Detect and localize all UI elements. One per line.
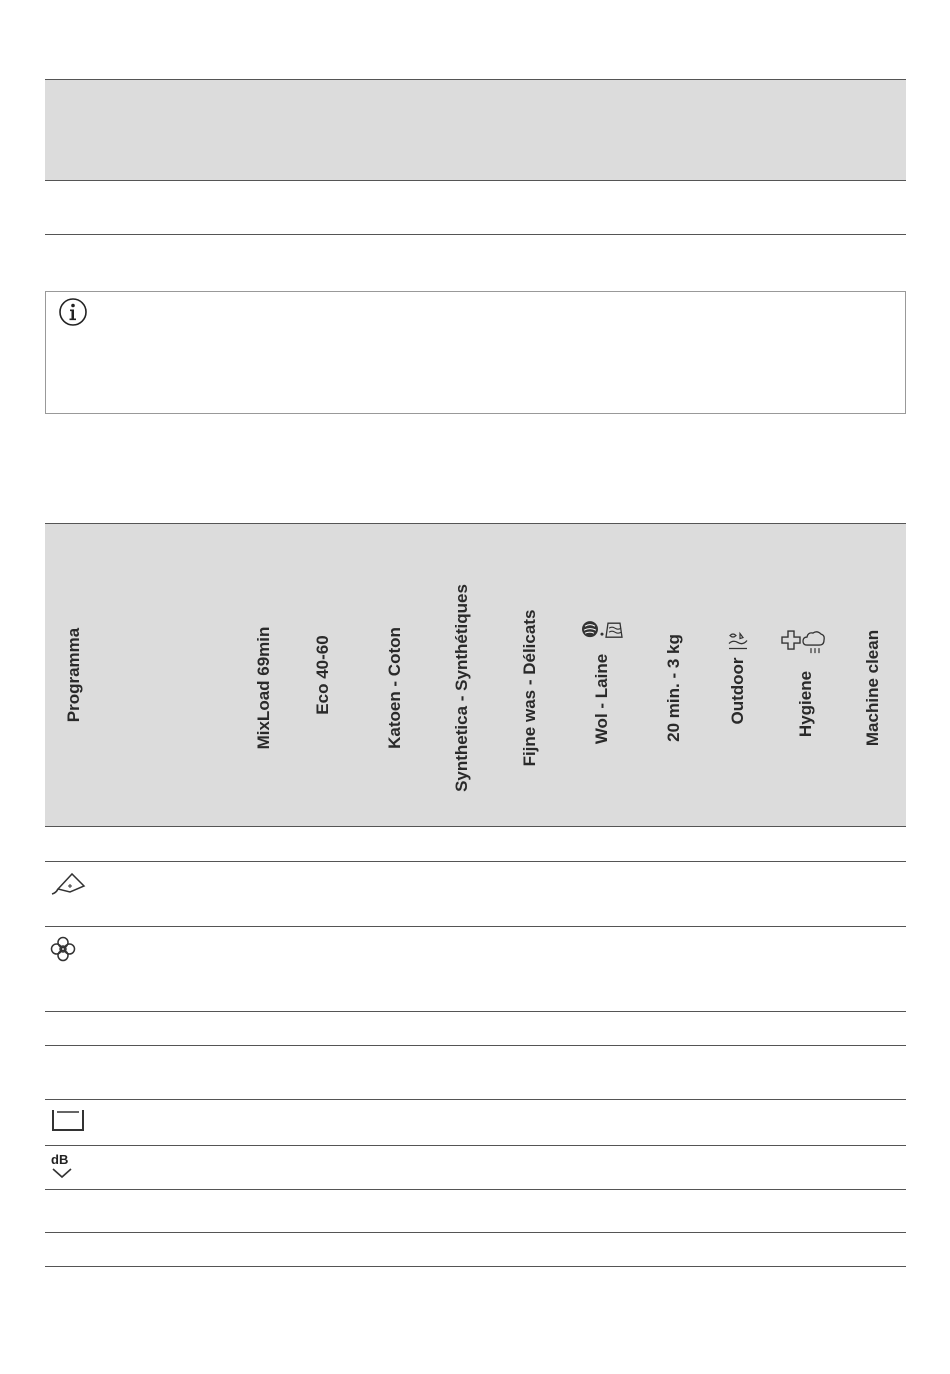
row-divider — [45, 1099, 906, 1100]
program-header-outdoor — [726, 629, 750, 724]
program-header-hygiene — [793, 617, 819, 737]
program-header-katoen — [385, 627, 405, 749]
divider — [45, 826, 906, 827]
column-header-programma — [64, 628, 84, 722]
info-icon — [58, 297, 88, 327]
program-header-mixload — [254, 627, 274, 750]
night-quiet-db-icon — [50, 1152, 76, 1180]
row-divider — [45, 1045, 906, 1046]
program-header-machine-clean — [863, 630, 883, 746]
hygiene-steam-icon — [781, 629, 831, 655]
program-header-wol — [591, 608, 613, 744]
program-header-fijne-was — [520, 610, 540, 767]
stain-detergent-icon — [50, 870, 86, 898]
program-label: Hygiene — [796, 670, 815, 738]
program-header-eco — [313, 635, 333, 714]
row-divider — [45, 1189, 906, 1190]
wool-handwash-icon — [581, 618, 623, 640]
rinse-hold-icon — [50, 1107, 86, 1133]
program-label: Synthetica - Synthétiques — [452, 584, 471, 792]
divider — [45, 523, 906, 524]
program-label: Eco 40-60 — [313, 635, 332, 715]
row-divider — [45, 1266, 906, 1267]
divider — [45, 180, 906, 181]
program-label: Katoen - Coton — [385, 627, 404, 749]
program-header-20min — [664, 634, 684, 742]
program-label: 20 min. - 3 kg — [664, 634, 683, 742]
row-divider — [45, 1011, 906, 1012]
row-divider — [45, 1232, 906, 1233]
row-divider — [45, 1145, 906, 1146]
flower-softener-icon — [50, 936, 76, 962]
top-shaded-band — [45, 80, 906, 180]
program-header-synthetica — [452, 584, 472, 792]
divider — [45, 79, 906, 80]
divider — [45, 234, 906, 235]
outdoor-icon — [726, 629, 750, 653]
row-divider — [45, 926, 906, 927]
db-text: dB — [51, 1152, 69, 1167]
table-header — [45, 524, 906, 826]
program-label: Outdoor — [728, 657, 747, 725]
program-label: Fijne was - Délicats — [520, 609, 539, 767]
header-label: Programma — [64, 627, 83, 723]
row-divider — [45, 861, 906, 862]
info-box — [45, 291, 906, 414]
program-label: Wol - Laine — [592, 653, 611, 745]
program-label: Machine clean — [863, 629, 882, 747]
program-label: MixLoad 69min — [254, 626, 273, 750]
